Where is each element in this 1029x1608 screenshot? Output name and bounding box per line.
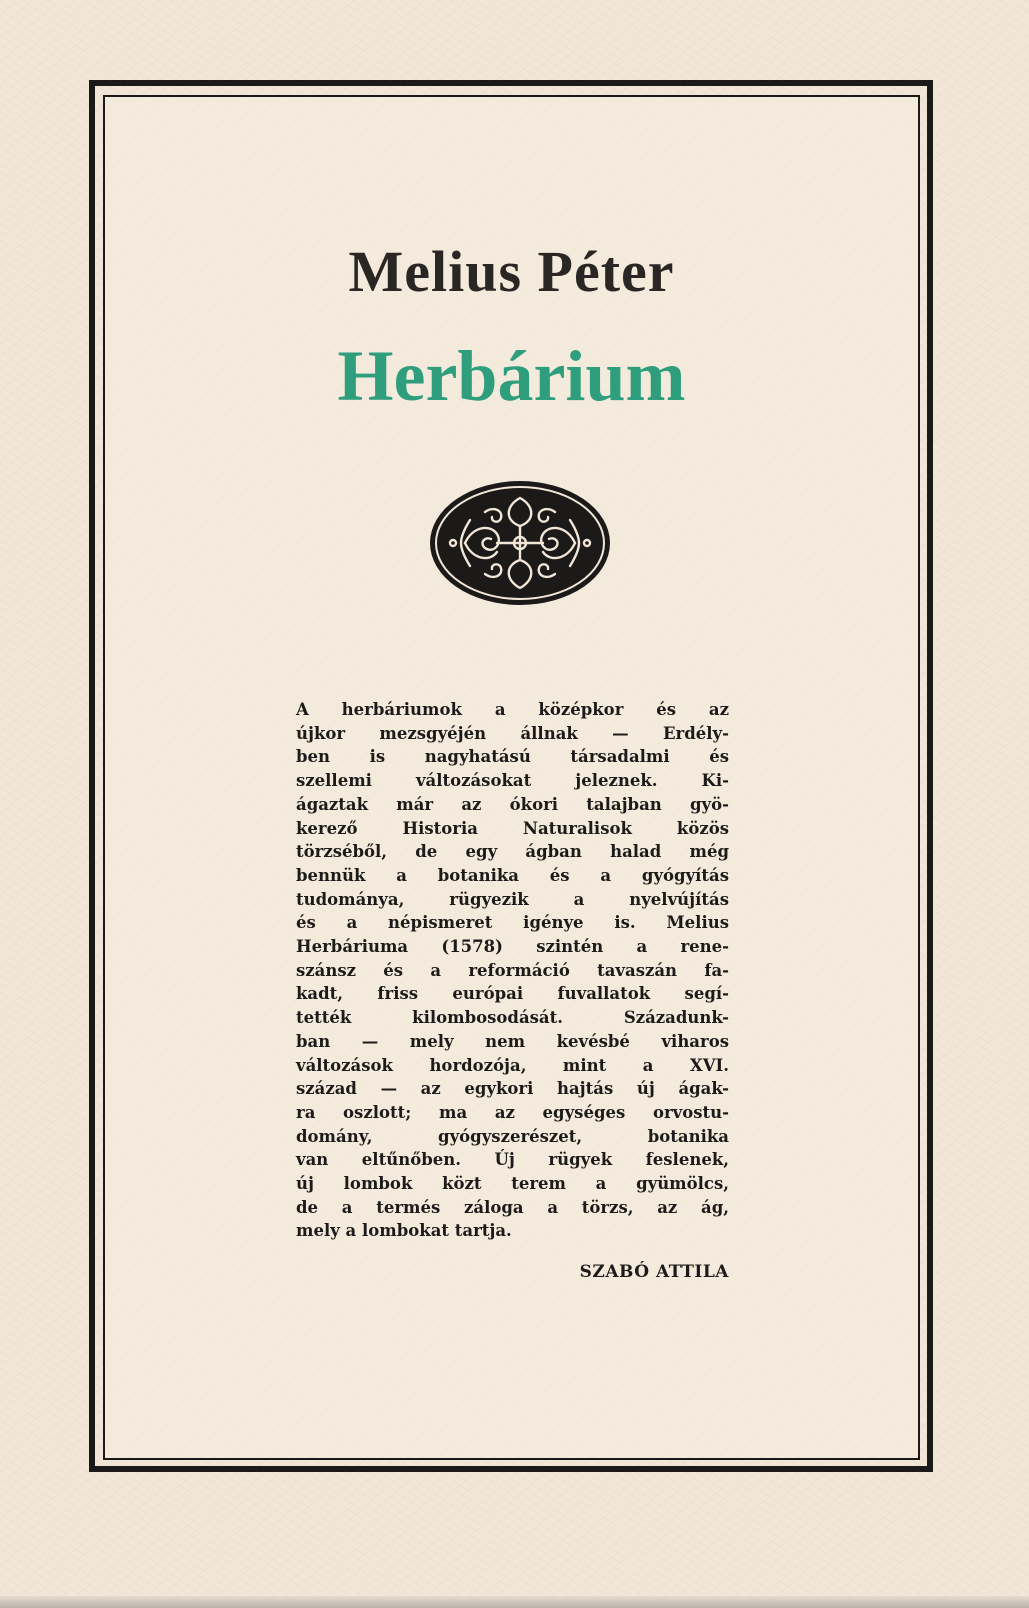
- blurb-line: új lombok közt terem a gyümölcs,: [296, 1174, 729, 1194]
- blurb-line: törzséből, de egy ágban halad még: [296, 842, 729, 862]
- blurb-line: mely a lombokat tartja.: [296, 1221, 512, 1241]
- blurb-line: ágaztak már az ókori talajban gyö-: [296, 794, 729, 814]
- blurb-line: bennük a botanika és a gyógyítás: [296, 865, 729, 885]
- blurb-signature: SZABÓ ATTILA: [579, 1262, 729, 1282]
- blurb-line: domány, gyógyszerészet, botanika: [296, 1126, 729, 1146]
- blurb-line: kerező Historia Naturalisok közös: [296, 818, 729, 838]
- back-cover-blurb: [296, 698, 729, 1243]
- blurb-line: tették kilombosodását. Századunk-: [296, 1008, 729, 1028]
- blurb-line: A herbáriumok a középkor és az: [296, 700, 729, 719]
- blurb-line: szánsz és a reformáció tavaszán fa-: [296, 960, 729, 980]
- blurb-line: van eltűnőben. Új rügyek feslenek,: [296, 1150, 729, 1170]
- blurb-line: század — az egykori hajtás új ágak-: [296, 1079, 729, 1099]
- blurb-line: és a népismeret igénye is. Melius: [296, 913, 729, 933]
- blurb-line: ben is nagyhatású társadalmi és: [296, 747, 729, 767]
- blurb-line: újkor mezsgyéjén állnak — Erdély-: [296, 723, 729, 743]
- blurb-line: de a termés záloga a törzs, az ág,: [296, 1197, 729, 1217]
- blurb-line: szellemi változásokat jeleznek. Ki-: [296, 771, 729, 791]
- blurb-line: ra oszlott; ma az egységes orvostu-: [296, 1102, 729, 1122]
- blurb-line: ban — mely nem kevésbé viharos: [296, 1031, 729, 1051]
- blurb-line: tudománya, rügyezik a nyelvújítás: [296, 889, 729, 909]
- page-bottom-edge: [0, 1596, 1029, 1608]
- blurb-line: Herbáriuma (1578) szintén a rene-: [296, 937, 729, 957]
- oval-floral-vignette-icon: [425, 476, 615, 610]
- book-title: Herbárium: [337, 336, 686, 416]
- blurb-line: kadt, friss európai fuvallatok segí-: [296, 984, 729, 1004]
- author-name: Melius Péter: [348, 239, 675, 304]
- blurb-line: változások hordozója, mint a XVI.: [296, 1055, 729, 1075]
